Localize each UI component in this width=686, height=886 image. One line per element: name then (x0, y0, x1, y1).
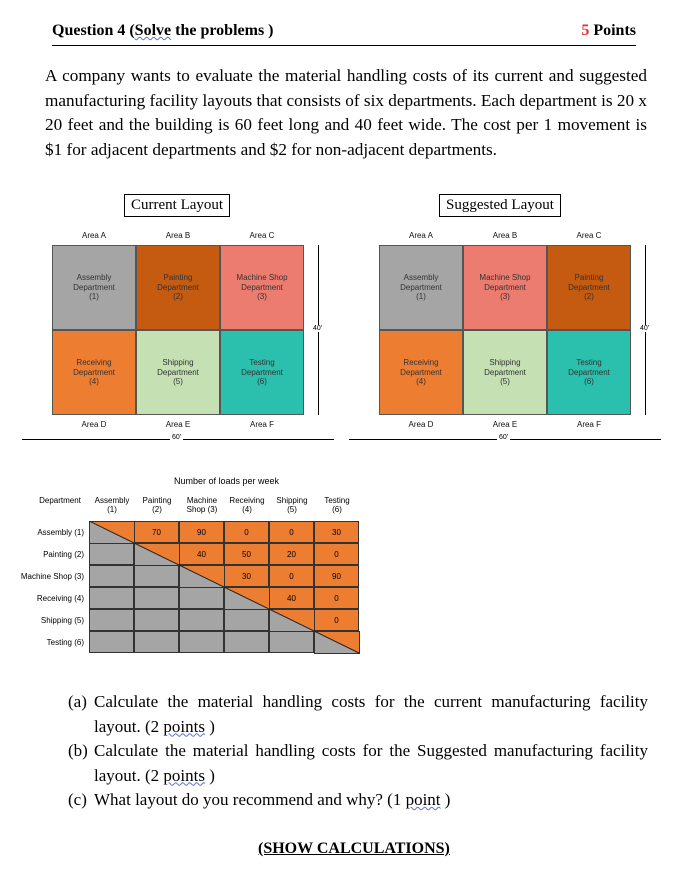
current-dept-label-3: Receiving Department (4) (73, 358, 115, 387)
current-dept-cell-3 (52, 330, 136, 415)
current-dept-cell-4 (136, 330, 220, 415)
current-area-bottom-0: Area D (81, 420, 107, 429)
title-wavy-word: Solve (134, 22, 172, 39)
points-number: 5 (581, 22, 590, 39)
loads-cell-1-3: 50 (224, 543, 269, 565)
suggested-dept-cell-3 (379, 330, 463, 415)
loads-row-header-2: Machine Shop (3) (20, 572, 84, 581)
current-dept-cell-0 (52, 245, 136, 330)
suggested-area-bottom-1: Area E (492, 420, 518, 429)
suggested-dept-cell-0 (379, 245, 463, 330)
loads-cell-2-5: 90 (314, 565, 359, 587)
question-a-wavy: points (163, 716, 205, 736)
points-word: Points (589, 22, 636, 39)
question-b-label: (b) (68, 741, 88, 760)
loads-diagonal-overlay (89, 521, 361, 655)
current-area-top-2: Area C (249, 231, 275, 240)
suggested-dept-label-4: Shipping Department (5) (484, 358, 526, 387)
current-height-dim-label: 40' (313, 325, 323, 332)
current-dept-label-4: Shipping Department (5) (157, 358, 199, 387)
title-prefix: Question 4 ( (52, 22, 135, 39)
loads-col-header-0: Assembly (1) (94, 496, 130, 514)
question-b-wavy: points (163, 765, 205, 785)
question-c-text (94, 788, 648, 813)
question-c-wavy: point (405, 790, 441, 809)
suggested-dept-label-3: Receiving Department (4) (400, 358, 442, 387)
title-suffix: the problems ) (171, 22, 274, 39)
current-area-bottom-1: Area E (165, 420, 191, 429)
question-b-text (94, 739, 648, 788)
loads-col-header-3: Receiving (4) (229, 496, 265, 514)
current-width-dim-label: 60' (172, 434, 182, 441)
question-title (52, 22, 274, 40)
suggested-area-top-2: Area C (576, 231, 602, 240)
loads-row-header-3: Receiving (4) (36, 594, 84, 603)
question-a-label: (a) (68, 692, 87, 711)
loads-col-header-1: Painting (2) (142, 496, 172, 514)
diag-line (89, 521, 359, 653)
suggested-dept-cell-2 (547, 245, 631, 330)
suggested-dept-cell-4 (463, 330, 547, 415)
question-points (581, 22, 636, 40)
loads-col-header-4: Shipping (5) (276, 496, 308, 514)
current-dept-label-1: Painting Department (2) (157, 273, 199, 302)
question-a-text (94, 690, 648, 739)
loads-cell-1-4: 20 (269, 543, 314, 565)
loads-cell-0-2: 90 (179, 521, 224, 543)
loads-cell-1-2: 40 (179, 543, 224, 565)
question-a-body: Calculate the material handling costs for the current manufacturing facility layout. (2 (94, 692, 648, 736)
suggested-dept-cell-5 (547, 330, 631, 415)
suggested-width-dim-label: 60' (499, 434, 509, 441)
current-dept-cell-1 (136, 245, 220, 330)
current-layout-label: Current Layout (124, 194, 230, 217)
loads-table-title: Number of loads per week (174, 476, 280, 486)
question-b (68, 739, 648, 788)
loads-cell-1-5: 0 (314, 543, 359, 565)
question-c-label: (c) (68, 790, 87, 809)
loads-cell-0-1: 70 (134, 521, 179, 543)
loads-cell-2-3: 30 (224, 565, 269, 587)
suggested-area-bottom-0: Area D (408, 420, 434, 429)
loads-row-header-0: Assembly (1) (37, 528, 84, 537)
loads-cell-3-5: 0 (314, 587, 359, 609)
loads-row-header-1: Painting (2) (43, 550, 84, 559)
loads-cell-0-3: 0 (224, 521, 269, 543)
current-dept-label-0: Assembly Department (1) (73, 273, 115, 302)
current-dept-label-2: Machine Shop Department (3) (236, 273, 288, 302)
loads-cell-0-5: 30 (314, 521, 359, 543)
current-dept-cell-2 (220, 245, 304, 330)
suggested-dept-label-1: Machine Shop Department (3) (479, 273, 531, 302)
current-area-top-0: Area A (81, 231, 106, 240)
suggested-layout-label: Suggested Layout (439, 194, 561, 217)
question-list (68, 690, 648, 813)
loads-col-header-5: Testing (6) (324, 496, 350, 514)
current-dept-label-5: Testing Department (6) (241, 358, 283, 387)
question-a-end: ) (204, 716, 215, 736)
question-c-end: ) (440, 790, 451, 809)
question-a (68, 690, 648, 739)
suggested-area-top-1: Area B (492, 231, 518, 240)
current-dept-cell-5 (220, 330, 304, 415)
show-calculations-note: (SHOW CALCULATIONS) (258, 840, 450, 857)
question-b-body: Calculate the material handling costs for the Suggested manufacturing facility layout. (2 (94, 741, 648, 785)
loads-row-header-5: Testing (6) (46, 638, 84, 647)
suggested-dept-cell-1 (463, 245, 547, 330)
question-c-body: What layout do you recommend and why? (1 (94, 790, 406, 809)
suggested-dept-label-5: Testing Department (6) (568, 358, 610, 387)
suggested-dept-label-0: Assembly Department (1) (400, 273, 442, 302)
loads-cell-4-5: 0 (314, 609, 359, 631)
question-b-end: ) (204, 765, 215, 785)
question-c (68, 788, 648, 813)
loads-cell-2-4: 0 (269, 565, 314, 587)
loads-row-header-4: Shipping (5) (40, 616, 84, 625)
current-area-top-1: Area B (165, 231, 191, 240)
loads-cell-0-4: 0 (269, 521, 314, 543)
suggested-area-bottom-2: Area F (576, 420, 601, 429)
loads-col-header-2: Machine Shop (3) (186, 496, 218, 514)
loads-table-corner: Department (39, 496, 81, 505)
problem-statement: A company wants to evaluate the material handling costs of its current and suggested manufacturing facility layouts that consists of six departments. Each department is 20 x 20 feet and the building is 60 feet long and 40 feet wide. The cost per 1 movement is $1 for adjacent departments and $2 for non-adjacent departments. (45, 66, 647, 159)
loads-cell-3-4: 40 (269, 587, 314, 609)
suggested-dept-label-2: Painting Department (2) (568, 273, 610, 302)
current-area-bottom-2: Area F (249, 420, 274, 429)
suggested-height-dim-label: 40' (640, 325, 650, 332)
suggested-area-top-0: Area A (408, 231, 433, 240)
question-header (52, 20, 636, 46)
